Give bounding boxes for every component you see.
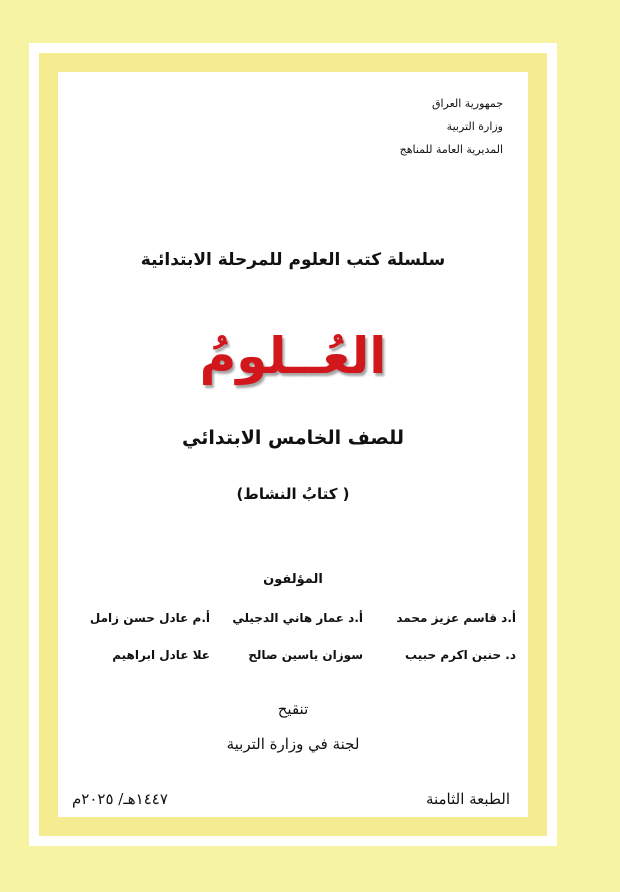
authors-row-1 xyxy=(58,611,528,635)
series-title: سلسلة كتب العلوم للمرحلة الابتدائية xyxy=(140,250,446,270)
author-name: أ.د قاسم عزيز محمد xyxy=(396,611,516,625)
header-line-republic: جمهورية العراق xyxy=(431,97,503,110)
author-name: علا عادل ابراهيم xyxy=(112,648,210,662)
publication-year: ١٤٤٧هـ/ ٢٠٢٥م xyxy=(72,790,168,808)
header-line-ministry: وزارة التربية xyxy=(446,120,503,133)
header-line-directorate: المديرية العامة للمناهج xyxy=(399,143,503,156)
author-name: سوزان ياسين صالح xyxy=(248,648,363,662)
grade-subtitle: للصف الخامس الابتدائي xyxy=(182,427,404,449)
revision-committee: لجنة في وزارة التربية xyxy=(226,735,360,753)
revision-label: تنقيح xyxy=(277,700,309,718)
authors-row-2 xyxy=(58,648,528,672)
authors-heading: المؤلفون xyxy=(263,572,323,587)
edition-label: الطبعة الثامنة xyxy=(425,790,510,808)
author-name: أ.د عمار هاني الدجيلي xyxy=(232,611,363,625)
book-title: العُــلومُ xyxy=(199,327,387,385)
book-type: ( كتابُ النشاط) xyxy=(236,485,350,503)
cover-page xyxy=(58,72,528,817)
ministry-header xyxy=(400,92,503,161)
author-name: أ.م عادل حسن زامل xyxy=(89,611,210,625)
author-name: د. حنين اكرم حبيب xyxy=(405,648,516,662)
